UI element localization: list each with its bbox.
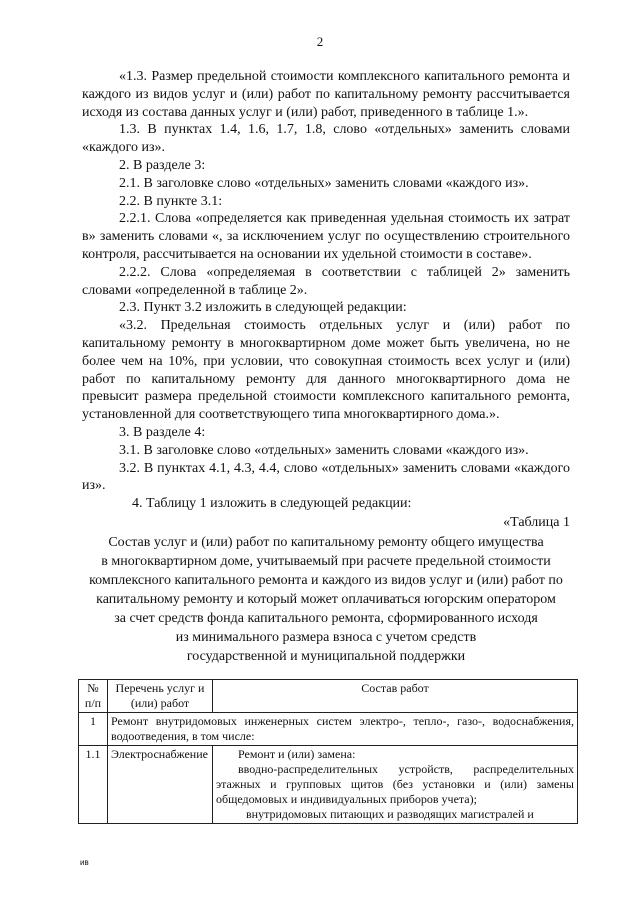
works-table xyxy=(78,679,578,824)
paragraph-1-3-size: «1.3. Размер предельной стоимости комплексного капитального ремонта и каждого из видов услуг и (или) работ по капитальному ремонту рассчитывается исходя из состава данных услуг и (или) работ, приведенного в таблице 1.». xyxy=(82,69,570,120)
paragraph-2-1: 2.1. В заголовке слово «отдельных» заменить словами «каждого из». xyxy=(119,175,529,191)
paragraph-3-1: 3.1. В заголовке слово «отдельных» заменить словами «каждого из». xyxy=(119,442,529,458)
paragraph-2-2: 2.2. В пункте 3.1: xyxy=(119,193,223,209)
table-header-row xyxy=(79,679,578,712)
paragraph-3-2: 3.2. В пунктах 4.1, 4.3, 4.4, слово «отдельных» заменить словами «каждого из». xyxy=(82,460,570,494)
footer-mark: ив xyxy=(80,858,89,867)
header-services: Перечень услуг и (или) работ xyxy=(108,679,213,712)
row-number: 1.1 xyxy=(79,745,108,823)
table-title-line-7: государственной и муниципальной поддержки xyxy=(186,648,466,664)
paragraph-2-2-1: 2.2.1. Слова «определяется как приведенная удельная стоимость их затрат в» заменить словами «, за исключением услуг по осуществлению строительного контроля, рассчитывается на основании их удельной стоимости в составе». xyxy=(82,211,570,262)
table-title-line-2: в многоквартирном доме, учитываемый при расчете предельной стоимости xyxy=(101,553,551,569)
paragraph-4: 4. Таблицу 1 изложить в следующей редакции: xyxy=(132,496,412,512)
table-title-line-1: Состав услуг и (или) работ по капитальному ремонту общего имущества xyxy=(108,534,544,550)
paragraph-1-3-items: 1.3. В пунктах 1.4, 1.6, 1.7, 1.8, слово «отдельных» заменить словами «каждого из». xyxy=(82,122,570,156)
works-line: Ремонт и (или) замена: xyxy=(238,746,356,761)
table-caption: «Таблица 1 xyxy=(503,514,570,530)
header-works: Состав работ xyxy=(213,679,578,712)
row-works xyxy=(213,745,578,823)
table-row xyxy=(79,712,578,745)
header-number: № п/п xyxy=(79,679,108,712)
page-number: 2 xyxy=(316,34,324,49)
paragraph-3-2-quote: «3.2. Предельная стоимость отдельных услуг и (или) работ по капитальному ремонту в многоквартирном доме может быть увеличена, но не более чем на 10%, при условии, что совокупная стоимость всех услуг и (или) работ по капитальному ремонту для данного многоквартирного дома не превысит размера предельной стоимости комплексного капитального ремонта, установленной для соответствующего типа многоквартирного дома.». xyxy=(82,318,570,423)
paragraph-2-3: 2.3. Пункт 3.2 изложить в следующей редакции: xyxy=(119,300,407,316)
document-body xyxy=(82,68,574,824)
row-description: Ремонт внутридомовых инженерных систем электро-, тепло-, газо-, водоснабжения, водоотведения, в том числе: xyxy=(108,712,578,745)
paragraph-3: 3. В разделе 4: xyxy=(119,424,206,440)
works-line: вводно-распределительных устройств, распределительных этажных и групповых щитов (без установки и (или) замены общедомовых и индивидуальных приборов учета); xyxy=(216,761,574,806)
paragraph-2: 2. В разделе 3: xyxy=(119,157,206,173)
row-number: 1 xyxy=(79,712,108,745)
table-title xyxy=(82,533,570,666)
row-service-name: Электроснабжение xyxy=(108,745,213,823)
table-title-line-4: капитальному ремонту и который может оплачиваться югорским оператором xyxy=(96,591,556,607)
works-line: внутридомовых питающих и разводящих магистралей и xyxy=(246,806,534,821)
table-title-line-6: из минимального размера взноса с учетом средств xyxy=(175,629,477,645)
paragraph-2-2-2: 2.2.2. Слова «определяемая в соответствии с таблицей 2» заменить словами «определенной в таблице 2». xyxy=(82,264,570,298)
table-title-line-5: за счет средств фонда капитального ремонта, сформированного исходя xyxy=(114,610,538,626)
table-title-line-3: комплексного капитального ремонта и каждого из видов услуг и (или) работ по xyxy=(89,572,563,588)
table-row xyxy=(79,745,578,823)
